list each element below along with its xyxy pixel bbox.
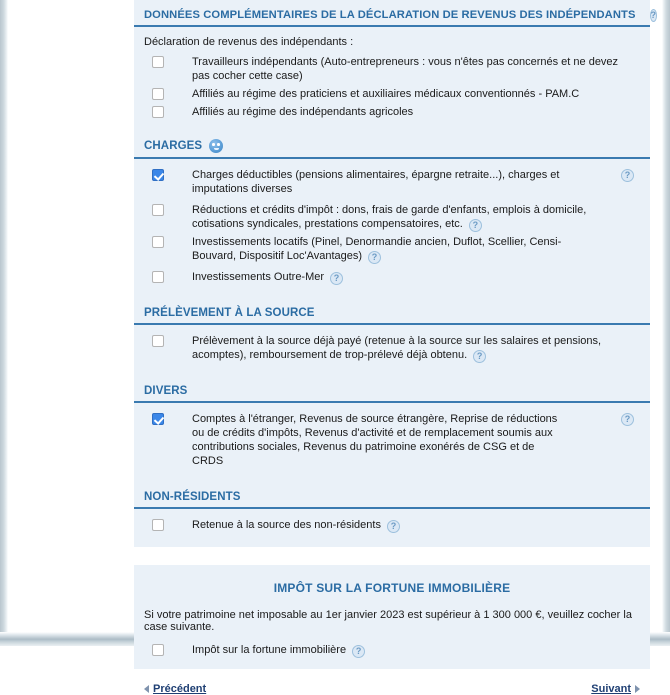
help-icon[interactable]: ? (621, 169, 634, 182)
option-label (192, 235, 562, 263)
form-page (8, 0, 662, 695)
section-intro-text: Déclaration de revenus des indépendants : (144, 36, 354, 48)
option-row[interactable] (144, 85, 640, 103)
checkbox-impot-fortune-immobiliere[interactable] (152, 644, 164, 656)
checkbox-pamc[interactable] (152, 88, 164, 100)
checkbox-cell (144, 643, 192, 656)
checkbox-cell (144, 168, 192, 181)
option-label-text: Prélèvement à la source déjà payé (retenue à la source sur les salaires et pensions, acomptes), remboursement de trop-prélevé déjà obtenu. (192, 335, 602, 361)
option-list-prelevement (134, 325, 650, 377)
section-title: NON-RÉSIDENTS (144, 491, 241, 503)
help-slot (621, 168, 634, 181)
help-icon[interactable]: ? (387, 520, 400, 533)
ifi-intro-text: Si votre patrimoine net imposable au 1er janvier 2023 est supérieur à 1 300 000 €, veuillez cocher la case suivante. (144, 609, 632, 633)
checkbox-cell (144, 55, 192, 68)
previous-button[interactable] (144, 683, 206, 695)
checkbox-prelevement-source-paye[interactable] (152, 335, 164, 347)
option-row[interactable] (144, 329, 640, 367)
option-label (192, 203, 634, 231)
panel-separator (134, 547, 650, 565)
option-label-text: Réductions et crédits d'impôt : dons, frais de garde d'enfants, emplois à domicile, cotisations syndicales, prestations compensatoires, etc. (192, 204, 587, 230)
checkbox-cell (144, 203, 192, 216)
arrow-right-icon (635, 685, 640, 693)
section-title: CHARGES (144, 140, 203, 152)
option-label-text: Retenue à la source des non-résidents (192, 519, 381, 531)
option-label: Charges déductibles (pensions alimentaires, épargne retraite...), charges et imputations diverses (192, 169, 560, 195)
option-body (192, 203, 640, 231)
checkbox-investissements-outre-mer[interactable] (152, 271, 164, 283)
checkbox-cell (144, 334, 192, 347)
section-title: DONNÉES COMPLÉMENTAIRES DE LA DÉCLARATION DE REVENUS DES INDÉPENDANTS (144, 8, 636, 21)
checkbox-cell (144, 518, 192, 531)
option-body (192, 334, 640, 362)
option-row[interactable] (144, 265, 640, 289)
option-row[interactable] (144, 103, 640, 121)
option-row[interactable] (144, 407, 640, 473)
arrow-left-icon (144, 685, 149, 693)
section-divers (134, 377, 650, 483)
section-header-non-residents (134, 483, 650, 509)
checkbox-investissements-locatifs[interactable] (152, 236, 164, 248)
window-left-edge (0, 0, 8, 646)
window-right-edge (662, 0, 670, 646)
ifi-title: IMPÔT SUR LA FORTUNE IMMOBILIÈRE (273, 581, 511, 595)
form-content-column (134, 0, 657, 695)
checkbox-reductions-credits-impot[interactable] (152, 204, 164, 216)
help-icon[interactable]: ? (368, 251, 381, 264)
option-label (192, 518, 400, 532)
section-header-divers (134, 377, 650, 403)
checkbox-independants-agricoles[interactable] (152, 106, 164, 118)
checkbox-comptes-etranger[interactable] (152, 413, 164, 425)
checkbox-cell (144, 235, 192, 248)
option-label: Affiliés au régime des indépendants agricoles (192, 106, 414, 118)
option-label (192, 643, 365, 657)
option-label: Travailleurs indépendants (Auto-entrepreneurs : vous n'êtes pas concernés et ne devez pas cocher cette case) (192, 56, 619, 82)
help-icon[interactable]: ? (352, 645, 365, 658)
option-list-donnees-complementaires (134, 51, 650, 131)
option-label-text: Investissements locatifs (Pinel, Denormandie ancien, Duflot, Scellier, Censi-Bouvard, Dispositif Loc'Avantages) (192, 236, 562, 262)
option-row[interactable] (144, 641, 640, 659)
checkbox-retenue-source-non-residents[interactable] (152, 519, 164, 531)
checkbox-cell (144, 87, 192, 100)
section-title: PRÉLÈVEMENT À LA SOURCE (144, 307, 315, 319)
option-row[interactable] (144, 201, 640, 233)
option-list-ifi (134, 639, 650, 669)
section-charges (134, 131, 650, 299)
help-icon[interactable]: ? (469, 219, 482, 232)
option-body (192, 55, 640, 83)
checkbox-travailleurs-independants[interactable] (152, 56, 164, 68)
option-label-text: Impôt sur la fortune immobilière (192, 644, 347, 656)
section-prelevement-a-la-source (134, 299, 650, 377)
checkbox-cell (144, 412, 192, 425)
previous-label: Précédent (153, 683, 207, 695)
next-label: Suivant (591, 683, 631, 695)
section-non-residents (134, 483, 650, 547)
section-impot-fortune-immobiliere (134, 565, 650, 669)
option-label-text: Investissements Outre-Mer (192, 271, 325, 283)
next-button[interactable] (591, 683, 640, 695)
option-body (192, 412, 640, 468)
form-navigation (134, 669, 650, 695)
section-header-charges (134, 131, 650, 159)
option-body (192, 105, 640, 119)
checkbox-charges-deductibles[interactable] (152, 169, 164, 181)
help-slot (621, 412, 634, 425)
option-label (192, 334, 634, 362)
help-icon[interactable]: ? (473, 350, 486, 363)
option-row[interactable] (144, 233, 640, 265)
option-row[interactable] (144, 513, 640, 537)
info-face-icon[interactable] (209, 139, 223, 153)
help-icon[interactable]: ? (650, 10, 657, 20)
section-header-prelevement (134, 299, 650, 325)
option-body (192, 87, 640, 101)
checkbox-cell (144, 270, 192, 283)
option-label: Comptes à l'étranger, Revenus de source étrangère, Reprise de réductions ou de crédits d'impôts, Revenus d'activité et de remplacement soumis aux contributions sociales, Revenus du patrimoine exonérés de CSG et de CRDS (192, 413, 558, 467)
option-body (192, 518, 640, 532)
section-title: DIVERS (144, 385, 188, 397)
checkbox-cell (144, 105, 192, 118)
option-body (192, 168, 640, 196)
option-list-divers (134, 403, 650, 483)
option-body (192, 270, 640, 284)
section-header-donnees-complementaires (134, 0, 657, 27)
option-body (192, 235, 640, 263)
option-row[interactable] (144, 53, 640, 85)
option-label: Affiliés au régime des praticiens et auxiliaires médicaux conventionnés - PAM.C (192, 88, 580, 100)
option-label (192, 270, 343, 284)
option-list-charges (134, 159, 650, 299)
option-row[interactable] (144, 163, 640, 201)
option-list-non-residents (134, 509, 650, 547)
help-icon[interactable]: ? (621, 413, 634, 426)
option-body (192, 643, 640, 657)
section-donnees-complementaires (134, 0, 657, 131)
help-icon[interactable]: ? (330, 272, 343, 285)
